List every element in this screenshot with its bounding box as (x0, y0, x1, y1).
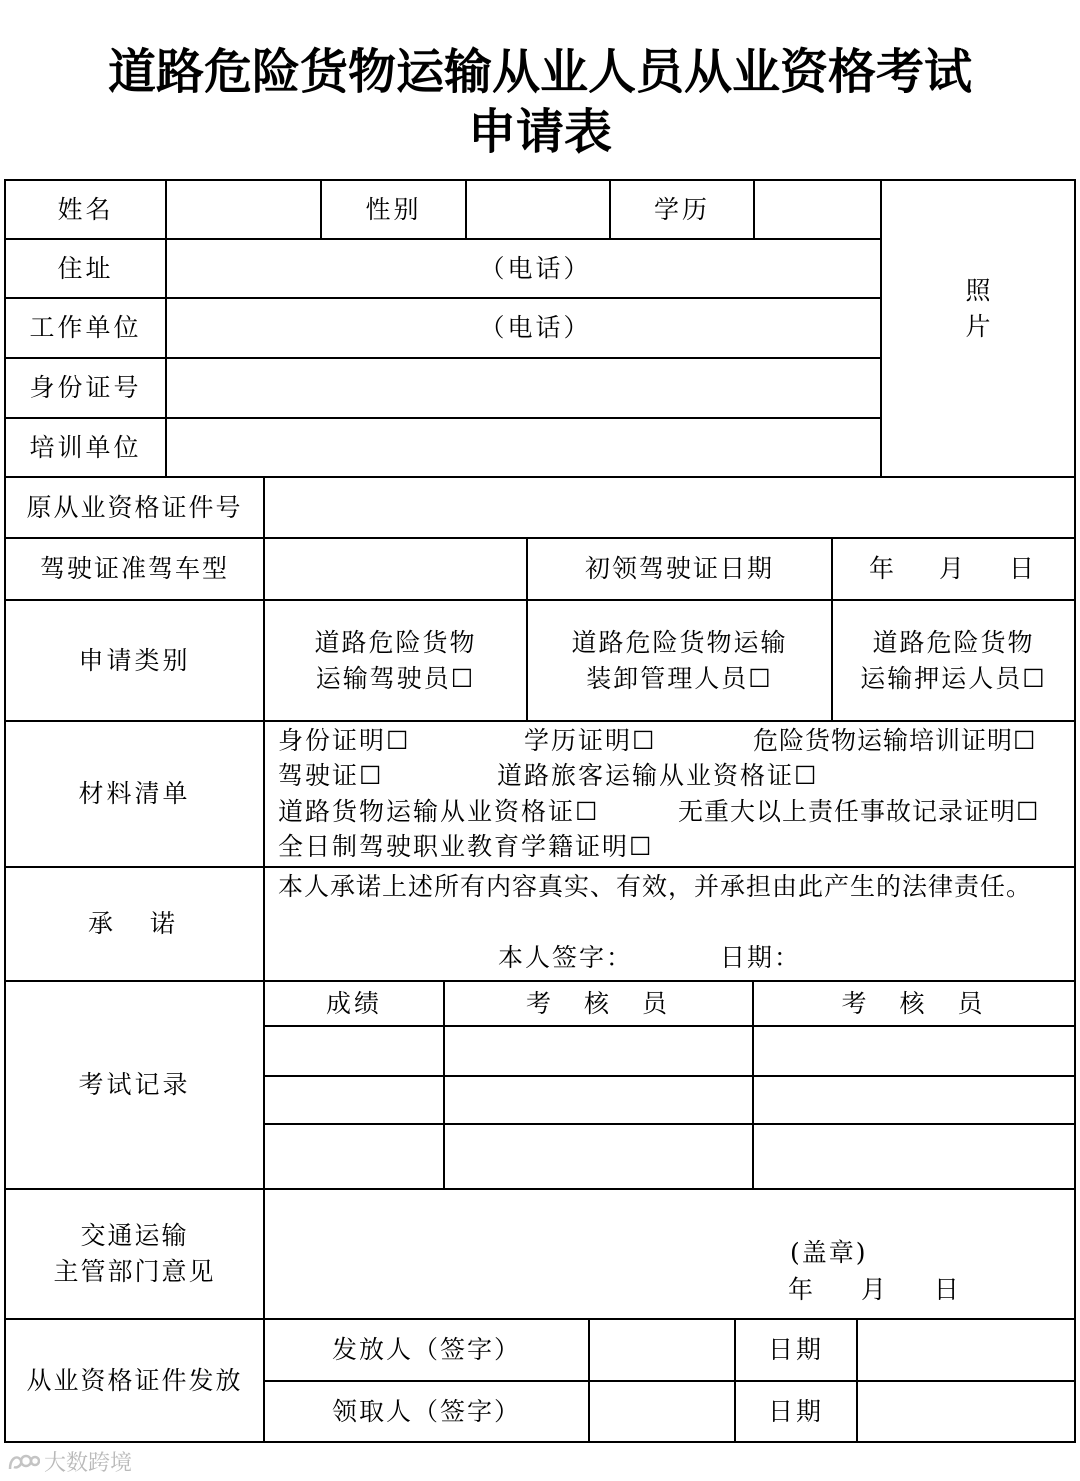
photo-label-char2: 片 (965, 311, 991, 341)
name-label: 姓名 (57, 194, 114, 224)
photo-label-char1: 照 (965, 275, 991, 305)
issuer-label: 发放人（签字） (331, 1335, 521, 1364)
department-opinion-label (6, 1190, 263, 1318)
address-label: 住址 (57, 253, 114, 283)
category-option-line: 运输押运人员☐ (860, 663, 1047, 693)
department-opinion-label-line2: 主管部门意见 (53, 1257, 216, 1286)
promise-text: 本人承诺上述所有内容真实、有效，并承担由此产生的法律责任。 (278, 872, 1033, 901)
photo-box[interactable] (882, 181, 1074, 476)
training-unit-field[interactable] (167, 419, 880, 476)
exam-examiner-cell[interactable] (445, 1027, 752, 1075)
category-option-line: 运输驾驶员☐ (315, 663, 476, 693)
promise-date-label[interactable]: 日期： (720, 943, 802, 972)
department-seal-label: (盖章) (790, 1238, 868, 1267)
form-title-line1: 道路危险货物运输从业人员从业资格考试 (107, 44, 972, 100)
first-license-date-label: 初领驾驶证日期 (584, 554, 774, 583)
first-license-date-field[interactable]: 年 月 日 (869, 554, 1038, 583)
exam-examiner-cell[interactable] (754, 1027, 1074, 1075)
category-option-escort[interactable] (833, 601, 1074, 720)
issue-date-label: 日期 (767, 1335, 824, 1364)
license-type-field[interactable] (265, 539, 526, 599)
work-unit-label: 工作单位 (29, 313, 142, 342)
material-freight-cert[interactable]: 道路货物运输从业资格证☐ (278, 797, 600, 826)
watermark (6, 1446, 132, 1477)
material-no-accident-proof[interactable]: 无重大以上责任事故记录证明☐ (678, 797, 1040, 826)
issuer-signature-field[interactable] (590, 1320, 734, 1380)
material-driving-license[interactable]: 驾驶证☐ (278, 761, 384, 790)
watermark-logo-icon (6, 1449, 40, 1475)
promise-label: 承 诺 (87, 909, 181, 938)
issue-date-field[interactable] (858, 1320, 1074, 1380)
category-option-line: 道路危险货物 (314, 627, 477, 657)
work-phone-label: （电话） (479, 313, 592, 342)
exam-examiner-cell[interactable] (754, 1125, 1074, 1188)
material-training-proof[interactable]: 危险货物运输培训证明☐ (753, 726, 1037, 755)
gender-label: 性别 (365, 194, 422, 224)
promise-signature-label[interactable]: 本人签字： (498, 943, 634, 972)
receiver-signature-field[interactable] (590, 1382, 734, 1441)
materials-label: 材料清单 (78, 779, 191, 808)
category-option-line: 道路危险货物 (872, 627, 1035, 657)
exam-examiner-cell[interactable] (754, 1077, 1074, 1123)
name-field[interactable] (167, 181, 320, 238)
address-field[interactable] (167, 240, 880, 297)
id-number-label: 身份证号 (29, 373, 142, 402)
exam-score-cell[interactable] (265, 1027, 443, 1075)
watermark-text: 大数跨境 (44, 1451, 133, 1476)
department-date-label: 年 月 日 (788, 1275, 964, 1304)
exam-header-score: 成绩 (325, 988, 382, 1018)
category-label: 申请类别 (78, 645, 191, 675)
gender-field[interactable] (467, 181, 609, 238)
exam-examiner-cell[interactable] (445, 1077, 752, 1123)
prev-cert-field[interactable] (265, 478, 1074, 537)
exam-score-cell[interactable] (265, 1077, 443, 1123)
work-unit-field[interactable] (167, 299, 880, 357)
training-unit-label: 培训单位 (29, 432, 142, 462)
category-option-loader[interactable] (528, 601, 831, 720)
receive-date-field[interactable] (858, 1382, 1074, 1441)
table-border-right (1074, 179, 1076, 1443)
issuance-label: 从业资格证件发放 (26, 1365, 243, 1395)
education-field[interactable] (755, 181, 880, 238)
exam-header-examiner: 考 核 员 (841, 988, 987, 1018)
id-number-field[interactable] (167, 359, 880, 417)
receiver-label: 领取人（签字） (331, 1396, 521, 1426)
material-education-record[interactable]: 全日制驾驶职业教育学籍证明☐ (278, 832, 654, 861)
category-option-line: 道路危险货物运输 (571, 627, 788, 657)
material-education-proof[interactable]: 学历证明☐ (524, 726, 657, 755)
table-border-bottom (4, 1441, 1076, 1443)
category-option-driver[interactable] (265, 601, 526, 720)
education-label: 学历 (653, 194, 710, 224)
material-id-proof[interactable]: 身份证明☐ (278, 726, 411, 755)
receive-date-label: 日期 (767, 1396, 824, 1426)
category-option-line: 装卸管理人员☐ (586, 663, 773, 693)
exam-header-examiner: 考 核 员 (525, 988, 671, 1018)
exam-record-label: 考试记录 (78, 1070, 191, 1099)
exam-examiner-cell[interactable] (445, 1125, 752, 1188)
address-phone-label: （电话） (479, 253, 592, 283)
prev-cert-label: 原从业资格证件号 (26, 492, 243, 522)
department-opinion-label-line1: 交通运输 (80, 1221, 189, 1250)
form-title-line2: 申请表 (467, 104, 612, 160)
material-passenger-cert[interactable]: 道路旅客运输从业资格证☐ (497, 761, 819, 790)
exam-score-cell[interactable] (265, 1125, 443, 1188)
license-type-label: 驾驶证准驾车型 (39, 554, 229, 583)
